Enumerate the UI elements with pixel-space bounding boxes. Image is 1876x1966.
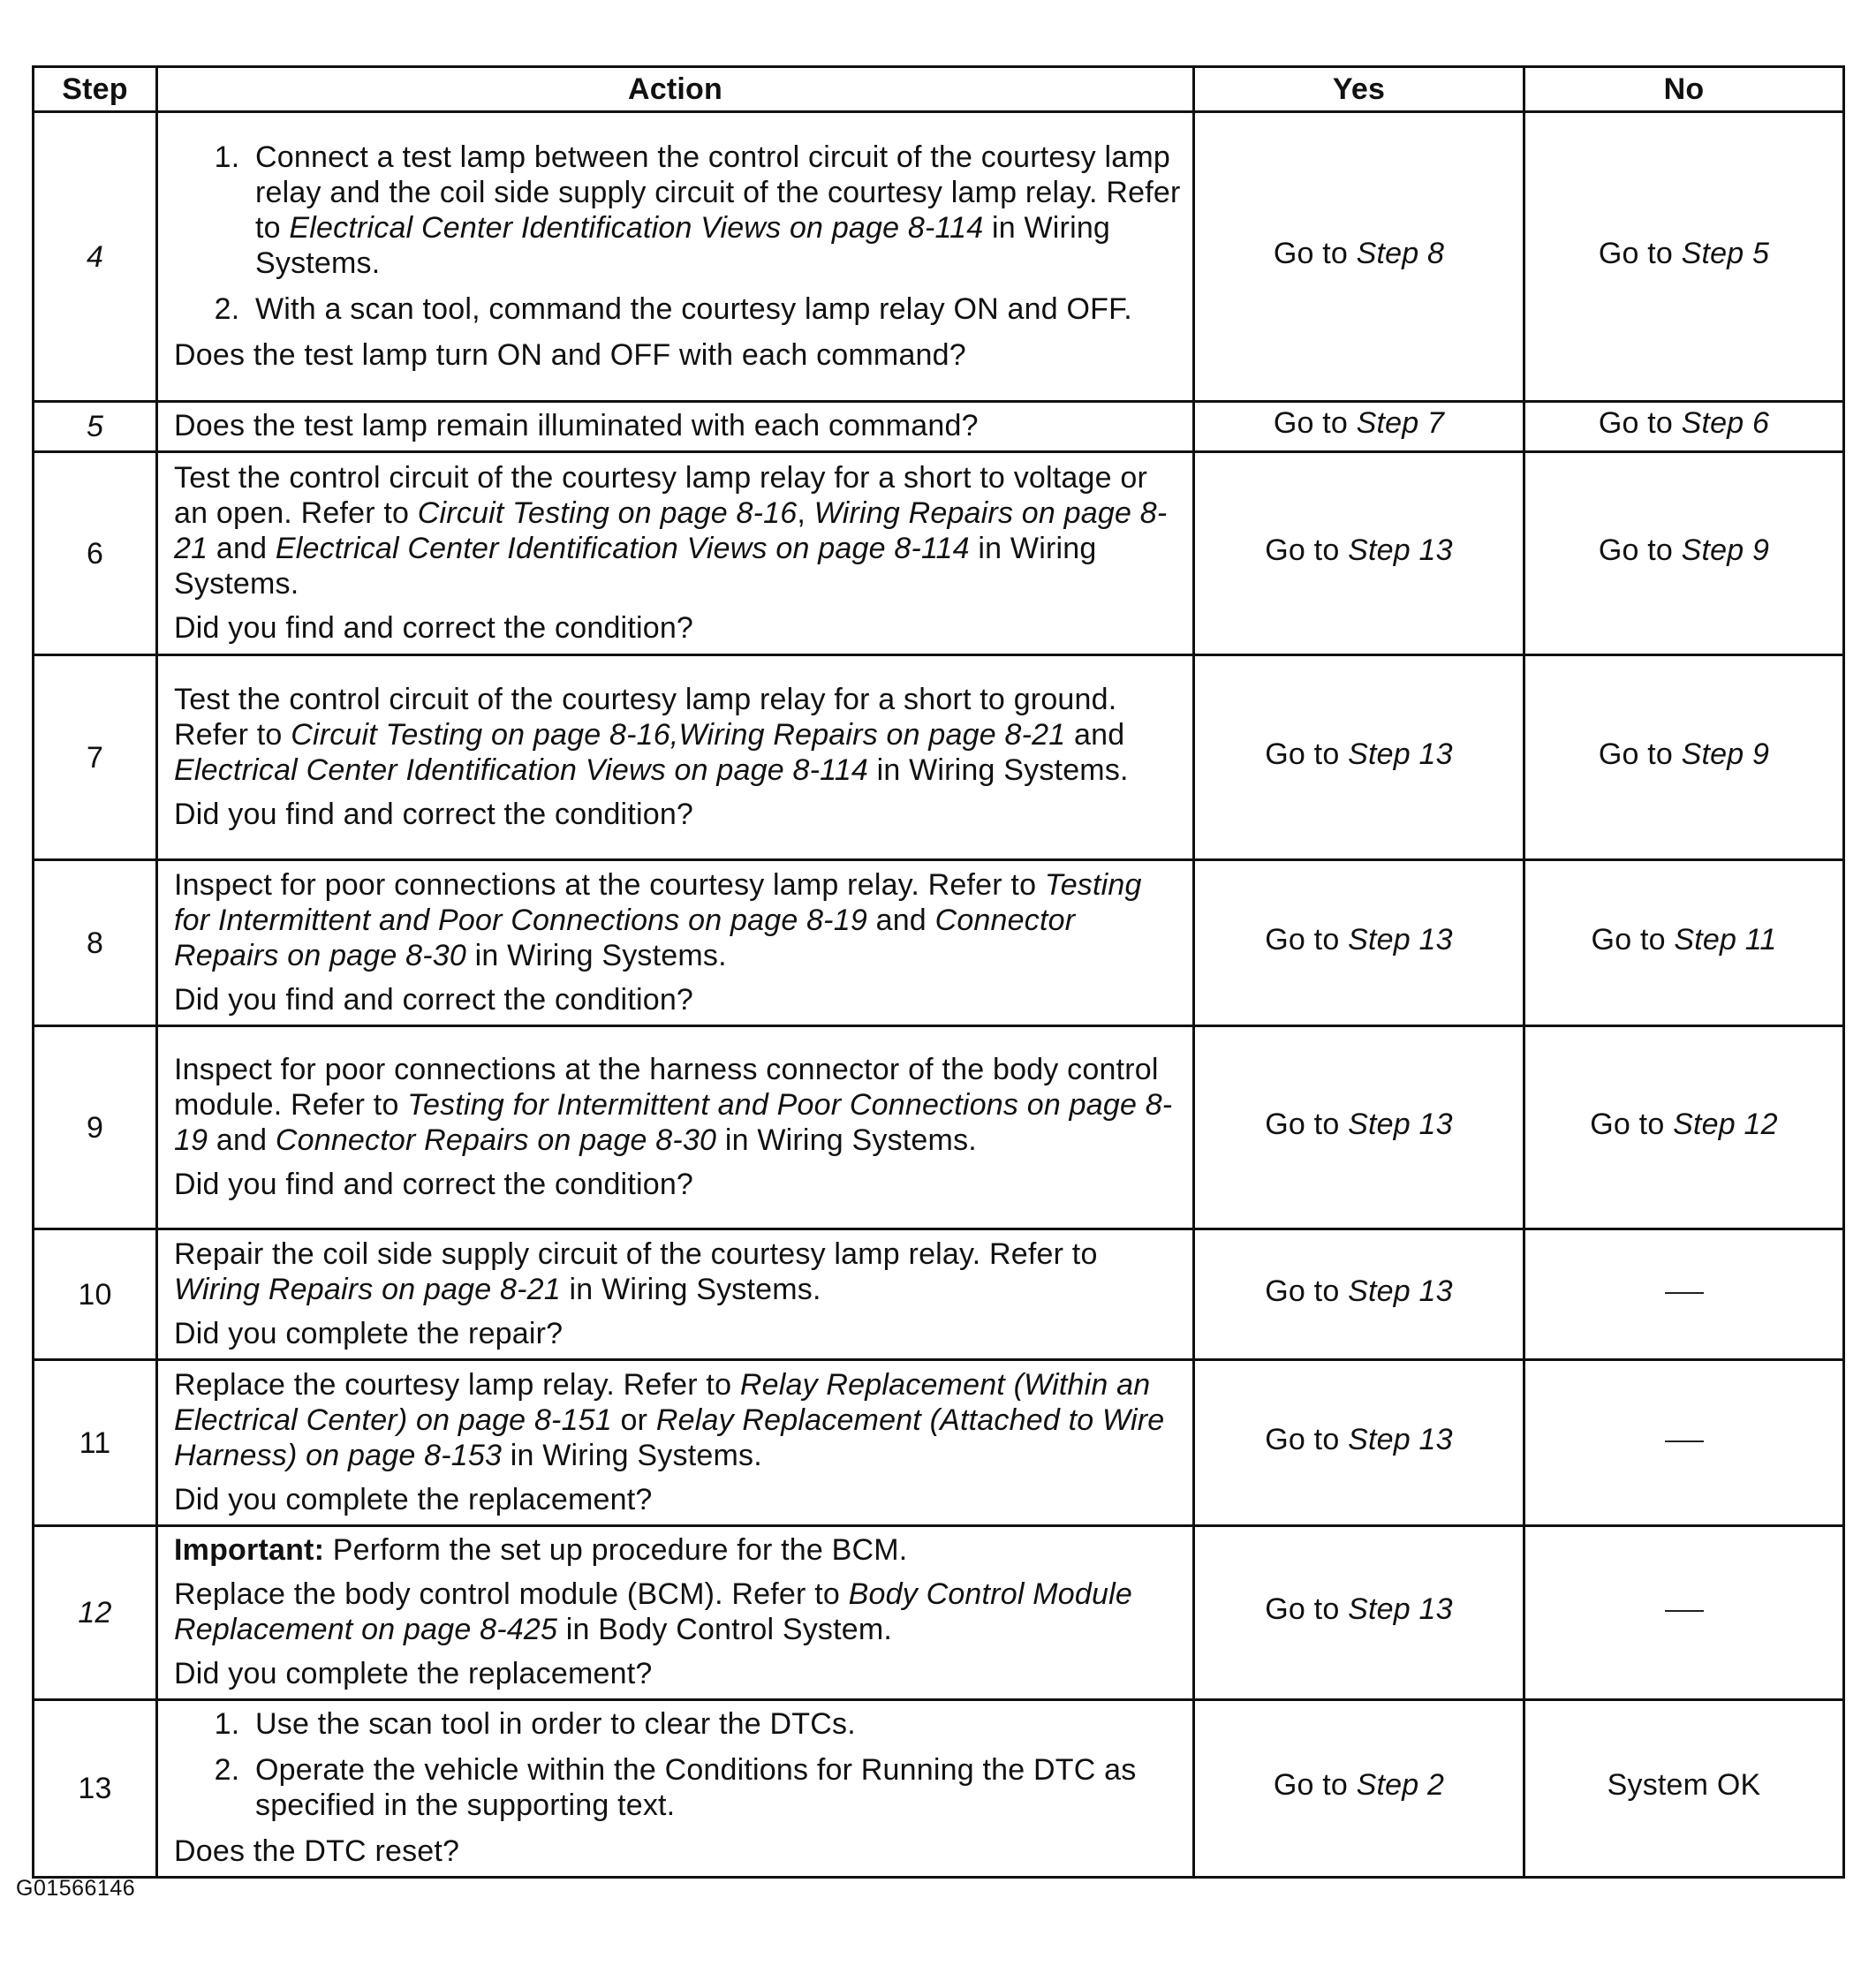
diagnostic-table: [32, 65, 1845, 1879]
no-result-dash: [1665, 1292, 1704, 1294]
action-instruction: [174, 1052, 1184, 1158]
instruction-text: Repair the coil side supply circuit of the courtesy lamp relay. Refer to: [174, 1236, 1098, 1271]
instruction-reference: Relay Replacement (Attached to Wire Harness) on page 8-153: [174, 1403, 1165, 1472]
no-step-reference: Step 6: [1681, 406, 1770, 440]
yes-step-reference: Step 2: [1356, 1768, 1445, 1802]
no-step-reference: Step 9: [1681, 737, 1770, 771]
step-number: 7: [34, 655, 157, 860]
no-result-dash: [1665, 1440, 1704, 1442]
yes-goto-text: Go to: [1265, 533, 1349, 567]
action-cell: [157, 1526, 1194, 1700]
no-result: [1524, 655, 1844, 860]
no-result-dash: [1665, 1610, 1704, 1612]
action-step-item: [248, 140, 1184, 281]
instruction-text: ,: [797, 495, 814, 530]
table-row: [34, 1026, 1844, 1229]
instruction-text: Inspect for poor connections at the courtesy lamp relay. Refer to: [174, 867, 1045, 902]
no-step-reference: Step 11: [1674, 922, 1777, 957]
no-result: [1524, 402, 1844, 452]
action-question: Did you complete the replacement?: [174, 1657, 653, 1690]
action-step-text: Use the scan tool in order to clear the DTCs.: [255, 1707, 856, 1741]
action-instruction: [174, 1577, 1184, 1647]
step-number: 11: [34, 1360, 157, 1526]
no-step-reference: Step 9: [1681, 533, 1770, 567]
yes-step-reference: Step 13: [1348, 922, 1453, 957]
instruction-text: and: [208, 531, 276, 565]
yes-step-reference: Step 13: [1348, 1107, 1453, 1141]
step-number: 13: [34, 1700, 157, 1878]
action-question: Did you complete the repair?: [174, 1316, 564, 1350]
step-number: 6: [34, 452, 157, 655]
yes-goto-text: Go to: [1273, 236, 1357, 270]
action-step-item: [248, 1706, 1184, 1742]
step-number: 9: [34, 1026, 157, 1229]
header-action: Action: [157, 67, 1194, 112]
table-row: [34, 860, 1844, 1026]
action-instruction: [174, 1236, 1184, 1307]
no-result: [1524, 1229, 1844, 1360]
yes-result: [1194, 1526, 1524, 1700]
table-row: [34, 1526, 1844, 1700]
no-result: [1524, 1526, 1844, 1700]
instruction-text: in Wiring Systems.: [502, 1438, 762, 1472]
instruction-reference: Circuit Testing on page 8-16,Wiring Repairs on page 8-21: [291, 717, 1066, 752]
instruction-text: Replace the courtesy lamp relay. Refer to: [174, 1367, 740, 1402]
action-step-item: [248, 1752, 1184, 1823]
instruction-reference: Testing for Intermittent and Poor Connections on page 8-19: [174, 1087, 1173, 1157]
action-instruction: [174, 682, 1184, 788]
header-row: [34, 67, 1844, 112]
yes-step-reference: Step 13: [1348, 737, 1453, 771]
yes-goto-text: Go to: [1265, 922, 1349, 957]
header-no: No: [1524, 67, 1844, 112]
instruction-text: in Wiring Systems.: [174, 531, 1097, 601]
action-instruction: [174, 867, 1184, 973]
yes-result: [1194, 1360, 1524, 1526]
action-question: Does the test lamp remain illuminated with each command?: [174, 409, 979, 442]
instruction-reference: Wiring Repairs on page 8-21: [174, 1272, 561, 1306]
no-result: [1524, 1700, 1844, 1878]
yes-goto-text: Go to: [1265, 1274, 1349, 1308]
table-row: [34, 112, 1844, 402]
figure-id: G01566146: [16, 1876, 136, 1901]
step-number: 12: [34, 1526, 157, 1700]
yes-result: [1194, 402, 1524, 452]
step-number: 10: [34, 1229, 157, 1360]
action-step-item: [248, 291, 1184, 327]
instruction-text: and: [208, 1123, 276, 1157]
instruction-text: in Wiring Systems.: [560, 1272, 821, 1306]
no-step-reference: Step 5: [1681, 236, 1770, 270]
action-cell: [157, 1026, 1194, 1229]
no-goto-text: Go to: [1598, 406, 1682, 440]
no-goto-text: Go to: [1598, 737, 1682, 771]
action-cell: [157, 655, 1194, 860]
instruction-text: Replace the body control module (BCM). Refer to: [174, 1577, 849, 1611]
action-question: Did you find and correct the condition?: [174, 797, 694, 831]
yes-step-reference: Step 13: [1348, 1592, 1453, 1626]
no-goto-text: Go to: [1590, 1107, 1674, 1141]
yes-step-reference: Step 13: [1348, 533, 1453, 567]
yes-goto-text: Go to: [1265, 1107, 1349, 1141]
instruction-reference: Electrical Center Identification Views on page 8-114: [174, 752, 868, 787]
table-row: [34, 402, 1844, 452]
header-step: Step: [34, 67, 157, 112]
table-row: [34, 1360, 1844, 1526]
action-cell: [157, 402, 1194, 452]
action-step-text: With a scan tool, command the courtesy lamp relay ON and OFF.: [255, 291, 1132, 326]
action-step-text: in Wiring Systems.: [255, 210, 1111, 280]
instruction-reference: Body Control Module Replacement on page 8-425: [174, 1577, 1132, 1646]
action-question: Did you find and correct the condition?: [174, 1167, 694, 1201]
step-number: 8: [34, 860, 157, 1026]
instruction-reference: Wiring Repairs on page 8-21: [174, 495, 1168, 565]
yes-step-reference: Step 7: [1356, 406, 1445, 440]
instruction-reference: Relay Replacement (Within an Electrical Center) on page 8-151: [174, 1367, 1151, 1437]
no-result: [1524, 112, 1844, 402]
action-question: Does the DTC reset?: [174, 1834, 460, 1868]
instruction-text: or: [611, 1403, 656, 1437]
yes-result: [1194, 452, 1524, 655]
important-text: Perform the set up procedure for the BCM.: [324, 1533, 908, 1567]
table-row: [34, 1229, 1844, 1360]
instruction-text: in Wiring Systems.: [466, 938, 727, 972]
important-note: [174, 1532, 1184, 1568]
action-cell: [157, 1360, 1194, 1526]
no-result: [1524, 860, 1844, 1026]
action-question: Did you find and correct the condition?: [174, 610, 694, 645]
no-result: [1524, 1360, 1844, 1526]
instruction-text: Test the control circuit of the courtesy lamp relay for a short to voltage or an open. Refer to: [174, 460, 1148, 530]
action-steps-list: [174, 140, 1184, 327]
yes-result: [1194, 1700, 1524, 1878]
instruction-text: in Wiring Systems.: [867, 752, 1129, 787]
no-goto-text: Go to: [1598, 236, 1682, 270]
no-goto-text: Go to: [1598, 533, 1682, 567]
instruction-text: Test the control circuit of the courtesy lamp relay for a short to ground. Refer to: [174, 682, 1117, 752]
action-step-text: Connect a test lamp between the control circuit of the courtesy lamp relay and the coil side supply circuit of the courtesy lamp relay. Refer to: [255, 140, 1181, 245]
instruction-text: and: [866, 903, 935, 937]
action-question: Did you complete the replacement?: [174, 1482, 653, 1516]
action-instruction: [174, 460, 1184, 601]
table-row: [34, 1700, 1844, 1878]
no-step-reference: Step 12: [1673, 1107, 1778, 1141]
step-number: 4: [34, 112, 157, 402]
action-steps-list: [174, 1706, 1184, 1823]
no-goto-text: Go to: [1591, 922, 1675, 957]
instruction-text: in Body Control System.: [557, 1613, 893, 1646]
yes-goto-text: Go to: [1273, 1768, 1357, 1802]
yes-result: [1194, 860, 1524, 1026]
instruction-reference: Testing for Intermittent and Poor Connections on page 8-19: [174, 867, 1142, 937]
action-cell: [157, 1700, 1194, 1878]
yes-goto-text: Go to: [1265, 1592, 1349, 1626]
instruction-reference: Circuit Testing on page 8-16: [417, 495, 798, 530]
action-cell: [157, 1229, 1194, 1360]
table-body: [34, 112, 1844, 1878]
no-result-text: System OK: [1607, 1768, 1761, 1802]
header-yes: Yes: [1194, 67, 1524, 112]
action-step-reference: Electrical Center Identification Views on page 8-114: [289, 210, 984, 245]
yes-step-reference: Step 13: [1348, 1274, 1453, 1308]
table-row: [34, 655, 1844, 860]
yes-goto-text: Go to: [1265, 1422, 1349, 1456]
action-instruction: [174, 1367, 1184, 1473]
instruction-text: Inspect for poor connections at the harness connector of the body control module. Refer to: [174, 1052, 1159, 1122]
yes-step-reference: Step 8: [1356, 236, 1445, 270]
yes-result: [1194, 1229, 1524, 1360]
action-cell: [157, 452, 1194, 655]
yes-result: [1194, 112, 1524, 402]
step-number: 5: [34, 402, 157, 452]
action-question: Did you find and correct the condition?: [174, 982, 694, 1017]
action-cell: [157, 112, 1194, 402]
important-label: Important:: [174, 1533, 325, 1567]
yes-result: [1194, 655, 1524, 860]
instruction-text: and: [1065, 717, 1125, 752]
no-result: [1524, 452, 1844, 655]
instruction-reference: Electrical Center Identification Views on page 8-114: [275, 531, 970, 565]
yes-goto-text: Go to: [1273, 406, 1357, 440]
action-step-text: Operate the vehicle within the Conditions for Running the DTC as specified in the supporting text.: [255, 1753, 1137, 1822]
yes-step-reference: Step 13: [1348, 1422, 1453, 1456]
instruction-reference: Connector Repairs on page 8-30: [174, 903, 1076, 972]
no-result: [1524, 1026, 1844, 1229]
action-question: Does the test lamp turn ON and OFF with each command?: [174, 337, 966, 372]
yes-result: [1194, 1026, 1524, 1229]
yes-goto-text: Go to: [1265, 737, 1349, 771]
action-cell: [157, 860, 1194, 1026]
instruction-text: in Wiring Systems.: [716, 1123, 977, 1157]
instruction-reference: Connector Repairs on page 8-30: [275, 1123, 717, 1157]
table-row: [34, 452, 1844, 655]
